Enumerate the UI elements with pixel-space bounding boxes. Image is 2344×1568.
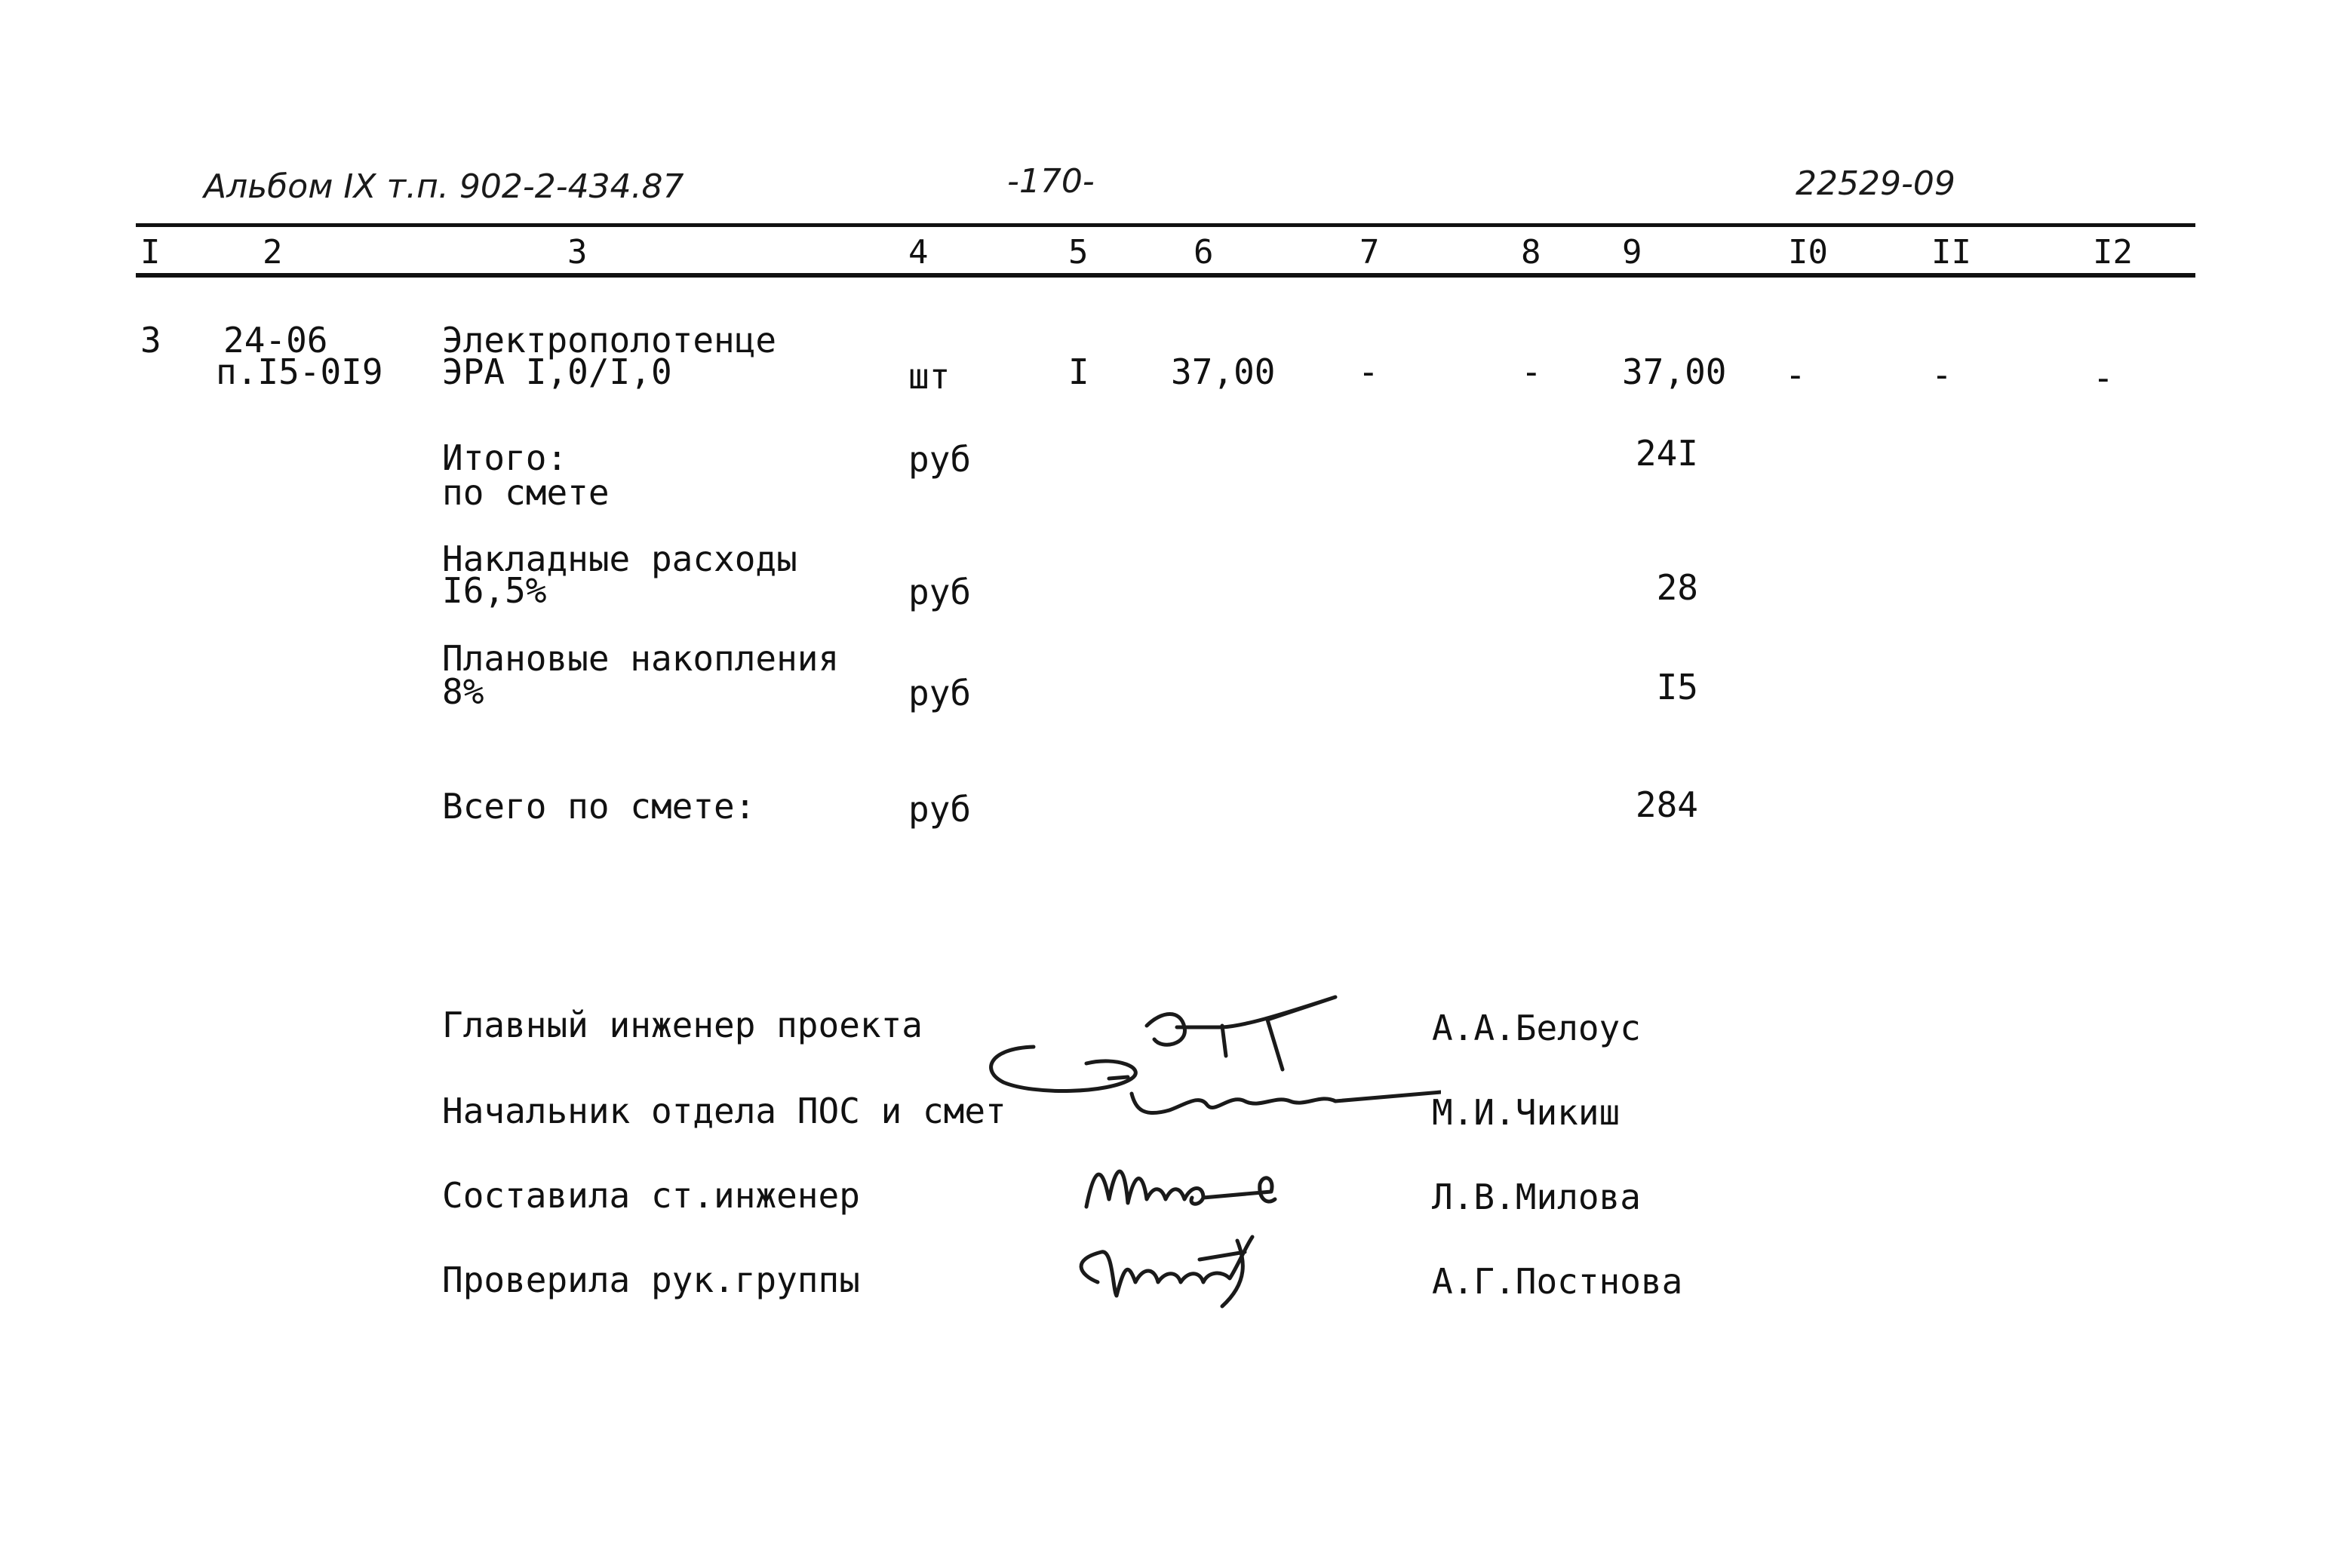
column-header: II — [1931, 233, 1971, 272]
signature-name: А.А.Белоус — [1432, 1008, 1641, 1048]
item-code-line2: п.I5-0I9 — [216, 351, 383, 392]
column-header: 6 — [1194, 233, 1214, 272]
totals-unit: руб — [908, 789, 972, 830]
column-header: 5 — [1068, 233, 1089, 272]
totals-label-line1: Итого: — [442, 437, 568, 478]
column-header: 4 — [908, 233, 929, 272]
item-number: 3 — [140, 320, 161, 361]
item-col12: - — [2093, 357, 2114, 398]
signature-role: Проверила рук.группы — [442, 1260, 860, 1300]
totals-label-line1: Накладные расходы — [442, 539, 797, 579]
signature-name: М.И.Чикиш — [1432, 1092, 1621, 1133]
album-reference: Альбом IX т.п. 902-2-434.87 — [204, 167, 684, 206]
item-name-line2: ЭРА I,0/I,0 — [442, 351, 672, 392]
column-header: 7 — [1359, 233, 1380, 272]
column-header: 3 — [567, 233, 588, 272]
column-header: 9 — [1622, 233, 1642, 272]
header-bottom-rule — [136, 273, 2195, 278]
totals-unit: руб — [908, 673, 972, 713]
totals-label-line2: 8% — [442, 671, 484, 712]
document-code: 22529-09 — [1796, 164, 1955, 203]
column-header: I0 — [1788, 233, 1828, 272]
totals-label-line2: I6,5% — [442, 570, 547, 611]
totals-label-line1: Плановые накопления — [442, 638, 840, 679]
column-header: 8 — [1521, 233, 1541, 272]
column-header: I2 — [2093, 233, 2133, 272]
totals-value: I5 — [1656, 667, 1698, 707]
page-number: -170- — [1007, 162, 1095, 201]
signature-belous — [1147, 997, 1335, 1069]
signature-role: Составила ст.инженер — [442, 1175, 860, 1216]
signature-postnova — [1081, 1237, 1252, 1306]
signature-name: А.Г.Постнова — [1432, 1261, 1683, 1302]
signature-role: Начальник отдела ПОС и смет — [442, 1091, 1006, 1131]
totals-value: 24I — [1635, 433, 1698, 474]
header-top-rule — [136, 223, 2195, 227]
item-quantity: I — [1068, 351, 1089, 392]
column-header: I — [140, 233, 161, 272]
handwritten-signatures — [973, 980, 1441, 1327]
item-col11: - — [1931, 354, 1952, 395]
signature-chikish — [991, 1047, 1441, 1113]
item-col10: - — [1785, 354, 1806, 395]
item-total: 37,00 — [1622, 351, 1727, 392]
totals-unit: руб — [908, 439, 972, 480]
totals-label-line1: Всего по смете: — [442, 786, 756, 827]
totals-value: 28 — [1656, 567, 1698, 608]
item-unit: шт — [908, 356, 951, 397]
column-header: 2 — [263, 233, 283, 272]
item-col7: - — [1358, 351, 1379, 392]
item-code-line1: 24-06 — [223, 320, 328, 361]
signature-milova — [1086, 1171, 1275, 1207]
signature-role: Главный инженер проекта — [442, 1005, 923, 1045]
totals-label-line2: по смете — [442, 472, 610, 513]
signature-name: Л.В.Милова — [1432, 1177, 1641, 1217]
totals-value: 284 — [1635, 784, 1698, 825]
item-col8: - — [1521, 351, 1542, 392]
item-name-line1: Электрополотенце — [442, 320, 777, 361]
totals-unit: руб — [908, 572, 972, 612]
item-price: 37,00 — [1171, 351, 1276, 392]
